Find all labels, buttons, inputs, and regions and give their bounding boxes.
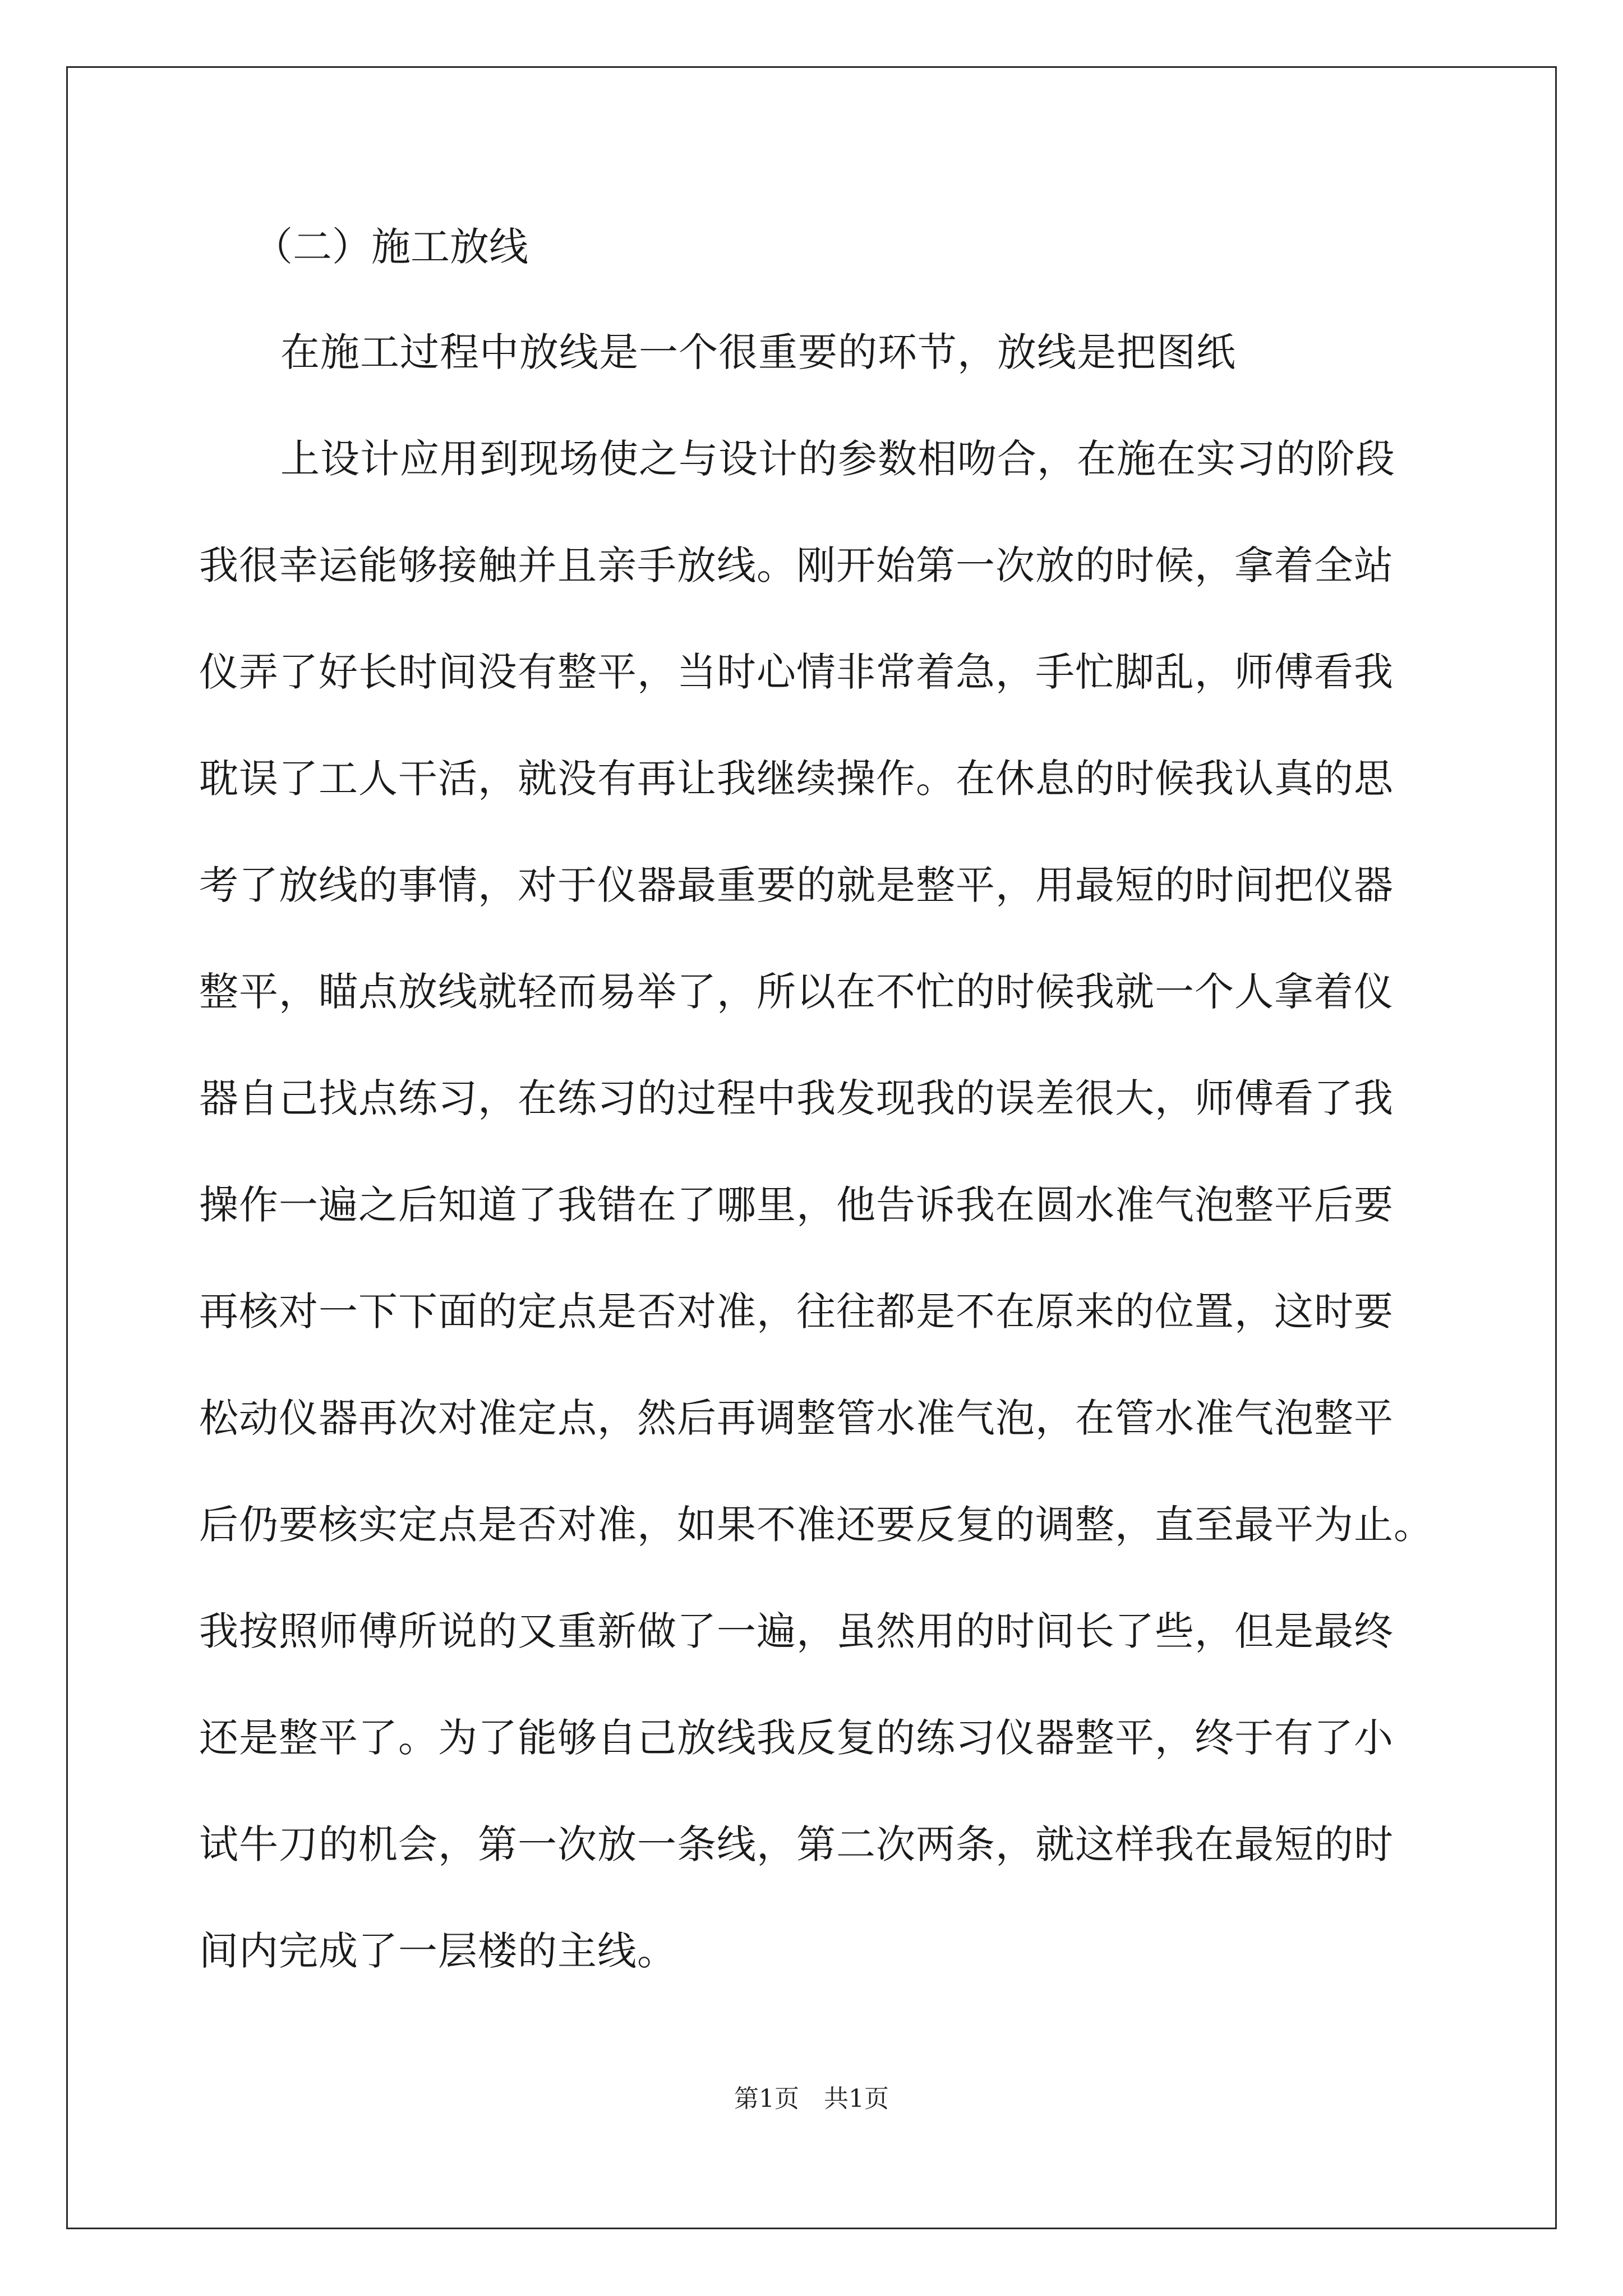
page-border: [66, 66, 1557, 2229]
body-line: 在施工过程中放线是一个很重要的环节，放线是把图纸: [280, 329, 1236, 375]
body-line: 上设计应用到现场使之与设计的参数相吻合，在施在实习的阶段: [280, 436, 1395, 482]
body-line: 整平，瞄点放线就轻而易举了，所以在不忙的时候我就一个人拿着仪: [199, 969, 1394, 1015]
body-line: 间内完成了一层楼的主线。: [199, 1928, 677, 1974]
body-line: 试牛刀的机会，第一次放一条线，第二次两条，就这样我在最短的时: [199, 1821, 1394, 1867]
body-line: 耽误了工人干活，就没有再让我继续操作。在休息的时候我认真的思: [199, 756, 1394, 802]
body-line: 我按照师傅所说的又重新做了一遍，虽然用的时间长了些，但是最终: [199, 1608, 1394, 1654]
body-line: 松动仪器再次对准定点，然后再调整管水准气泡，在管水准气泡整平: [199, 1395, 1394, 1441]
body-line: 还是整平了。为了能够自己放线我反复的练习仪器整平，终于有了小: [199, 1715, 1394, 1761]
body-line: 器自己找点练习，在练习的过程中我发现我的误差很大，师傅看了我: [199, 1075, 1394, 1121]
page-footer: 第1页 共1页: [734, 2085, 889, 2113]
body-line: 后仍要核实定点是否对准，如果不准还要反复的调整，直至最平为止。: [199, 1502, 1433, 1548]
section-heading: （二）施工放线: [253, 224, 528, 270]
body-line: 仪弄了好长时间没有整平，当时心情非常着急，手忙脚乱，师傅看我: [199, 649, 1394, 695]
body-line: 考了放线的事情，对于仪器最重要的就是整平，用最短的时间把仪器: [199, 862, 1394, 908]
body-line: 再核对一下下面的定点是否对准，往往都是不在原来的位置，这时要: [199, 1289, 1394, 1335]
body-line: 操作一遍之后知道了我错在了哪里，他告诉我在圆水准气泡整平后要: [199, 1182, 1394, 1228]
body-line: 我很幸运能够接触并且亲手放线。刚开始第一次放的时候，拿着全站: [199, 542, 1394, 588]
